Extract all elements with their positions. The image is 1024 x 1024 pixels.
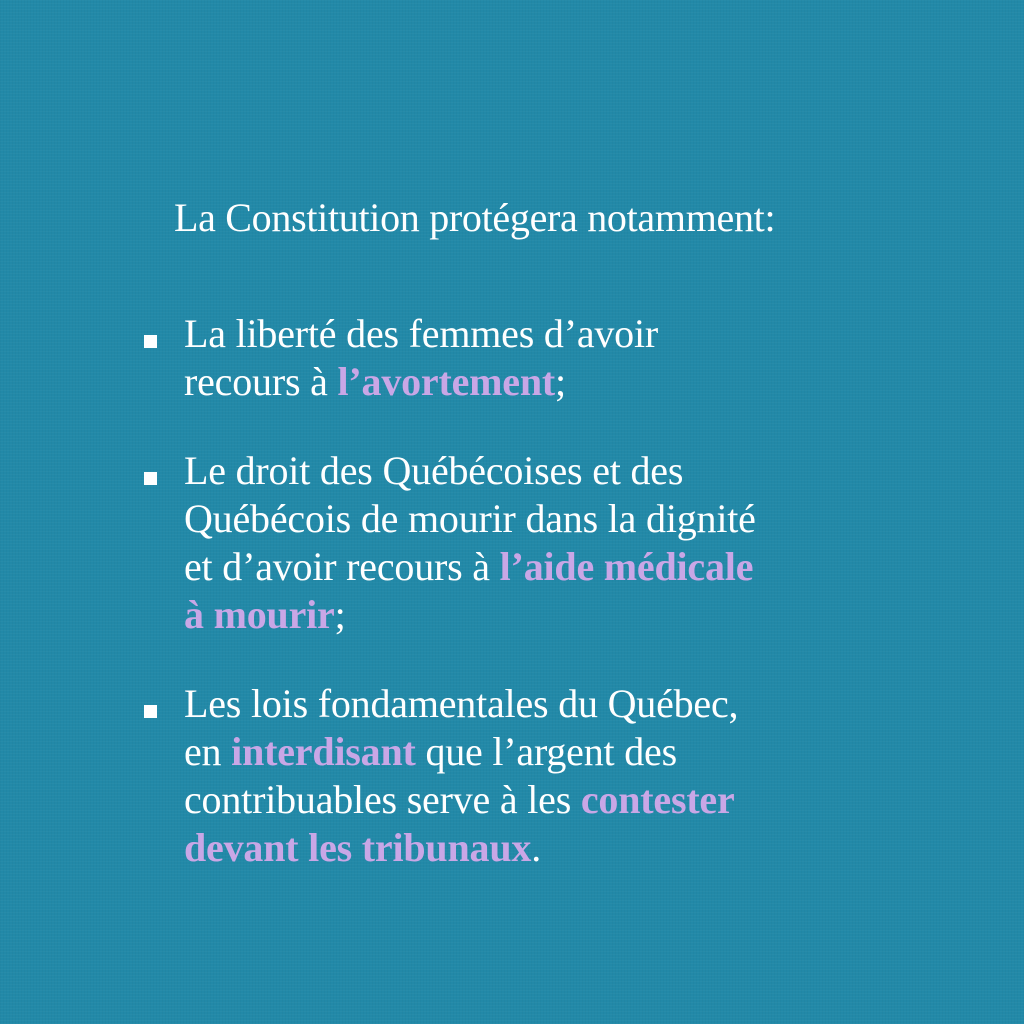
bullet-line bbox=[184, 728, 964, 776]
bullet-line bbox=[184, 310, 964, 358]
bullet-item bbox=[144, 680, 964, 872]
highlight-text: devant les tribunaux bbox=[184, 825, 532, 870]
square-bullet-icon bbox=[144, 705, 157, 718]
bullet-line bbox=[184, 591, 964, 639]
bullet-text: ; bbox=[555, 359, 566, 404]
bullet-text: Québécois de mourir dans la dignité bbox=[184, 496, 756, 541]
square-bullet-icon bbox=[144, 472, 157, 485]
bullet-text: La liberté des femmes d’avoir bbox=[184, 311, 659, 356]
highlight-text: l’avortement bbox=[337, 359, 555, 404]
highlight-text: à mourir bbox=[184, 592, 335, 637]
bullet-item bbox=[144, 310, 964, 406]
bullet-text: et d’avoir recours à bbox=[184, 544, 500, 589]
square-bullet-icon bbox=[144, 335, 157, 348]
highlight-text: l’aide médicale bbox=[499, 544, 754, 589]
bullet-line bbox=[184, 776, 964, 824]
bullet-line bbox=[184, 824, 964, 872]
bullet-text: en bbox=[184, 729, 232, 774]
bullet-text: que l’argent des bbox=[415, 729, 677, 774]
bullet-text: Les lois fondamentales du Québec, bbox=[184, 681, 739, 726]
bullet-item bbox=[144, 447, 964, 639]
bullet-line bbox=[184, 447, 964, 495]
bullet-line bbox=[184, 543, 964, 591]
bullet-text: Le droit des Québécoises et des bbox=[184, 448, 684, 493]
bullet-line bbox=[184, 495, 964, 543]
intro-heading: La Constitution protégera notamment: bbox=[174, 195, 776, 240]
highlight-text: interdisant bbox=[231, 729, 416, 774]
highlight-text: contester bbox=[580, 777, 735, 822]
bullet-list bbox=[144, 310, 964, 913]
bullet-line bbox=[184, 680, 964, 728]
bullet-text: contribuables serve à les bbox=[184, 777, 581, 822]
bullet-text: . bbox=[531, 825, 541, 870]
bullet-text: ; bbox=[334, 592, 346, 637]
bullet-line bbox=[184, 358, 964, 406]
bullet-text: recours à bbox=[184, 359, 338, 404]
